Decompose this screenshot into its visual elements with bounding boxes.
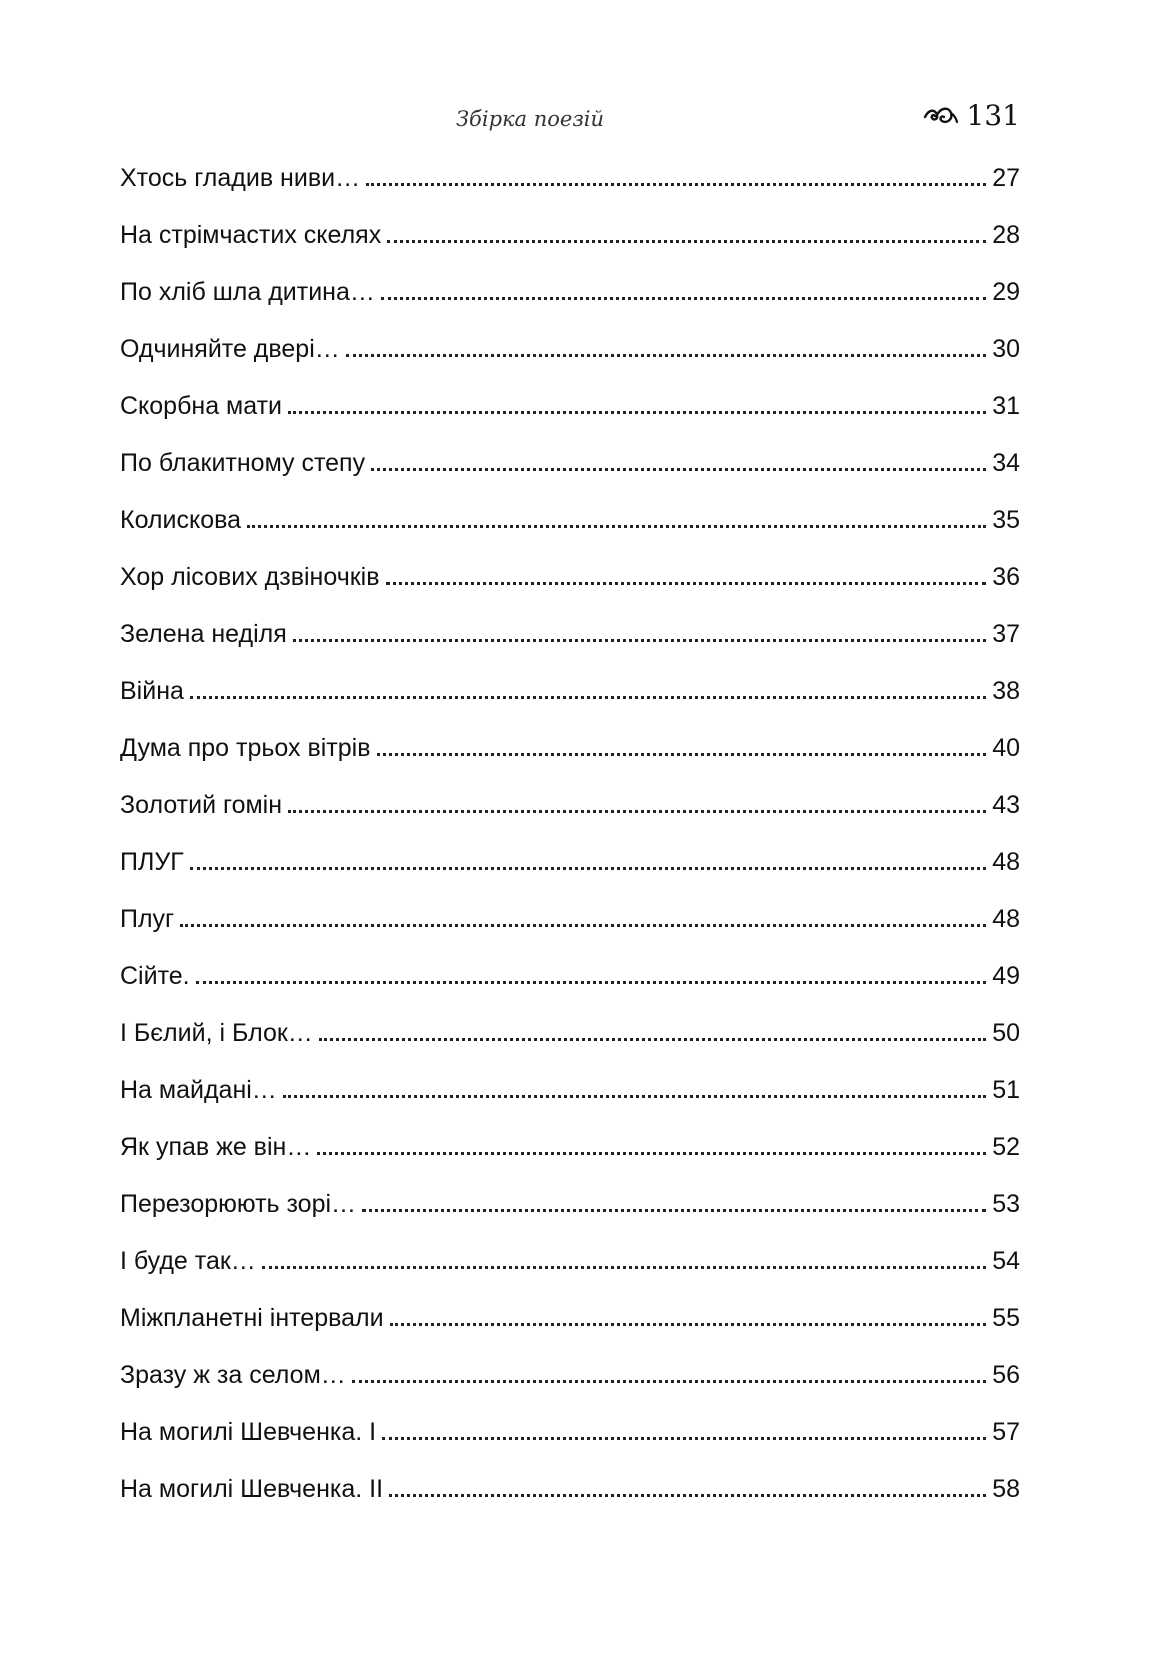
toc-entry — [120, 899, 1020, 956]
toc-dot-leader — [382, 1437, 986, 1440]
toc-entry — [120, 785, 1020, 842]
toc-entry-page: 48 — [992, 905, 1020, 933]
toc-entry-page: 40 — [992, 734, 1020, 762]
toc-entry — [120, 215, 1020, 272]
toc-entry-page: 28 — [992, 221, 1020, 249]
toc-dot-leader — [293, 639, 986, 642]
toc-entry — [120, 329, 1020, 386]
toc-entry-title: Скорбна мати — [120, 392, 283, 420]
toc-entry — [120, 158, 1020, 215]
toc-entry-page: 34 — [992, 449, 1020, 477]
toc-dot-leader — [386, 582, 987, 585]
toc-dot-leader — [283, 1095, 986, 1098]
toc-entry — [120, 386, 1020, 443]
running-title: Збірка поезій — [455, 107, 605, 131]
toc-entry — [120, 1070, 1020, 1127]
toc-entry-title: Дума про трьох вітрів — [120, 734, 371, 762]
toc-entry-title: І Бєлий, і Блок… — [120, 1019, 313, 1047]
toc-entry-page: 53 — [992, 1190, 1020, 1218]
toc-entry — [120, 1013, 1020, 1070]
toc-entry-page: 37 — [992, 620, 1020, 648]
toc-entry — [120, 443, 1020, 500]
toc-entry-page: 52 — [992, 1133, 1020, 1161]
table-of-contents — [120, 158, 1020, 1526]
toc-entry — [120, 557, 1020, 614]
toc-entry-page: 31 — [992, 392, 1020, 420]
page-number-group — [923, 99, 1020, 132]
toc-dot-leader — [317, 1152, 986, 1155]
toc-dot-leader — [190, 867, 986, 870]
toc-entry-title: Хтось гладив ниви… — [120, 164, 361, 192]
toc-entry-title: Зелена неділя — [120, 620, 287, 648]
toc-entry-title: Плуг — [120, 905, 175, 933]
toc-entry-page: 48 — [992, 848, 1020, 876]
toc-entry — [120, 1184, 1020, 1241]
toc-dot-leader — [352, 1380, 986, 1383]
toc-entry — [120, 671, 1020, 728]
toc-entry-page: 58 — [992, 1475, 1020, 1503]
toc-entry-title: На могилі Шевченка. ІІ — [120, 1475, 384, 1503]
toc-entry — [120, 1298, 1020, 1355]
toc-entry-page: 30 — [992, 335, 1020, 363]
toc-entry — [120, 1355, 1020, 1412]
toc-dot-leader — [190, 696, 986, 699]
toc-dot-leader — [362, 1209, 986, 1212]
toc-entry-title: Перезорюють зорі… — [120, 1190, 357, 1218]
toc-entry-title: По блакитному степу — [120, 449, 366, 477]
toc-dot-leader — [387, 240, 986, 243]
toc-dot-leader — [346, 354, 986, 357]
toc-entry-page: 56 — [992, 1361, 1020, 1389]
toc-entry — [120, 500, 1020, 557]
toc-dot-leader — [381, 297, 986, 300]
toc-dot-leader — [288, 810, 986, 813]
toc-entry — [120, 1469, 1020, 1526]
toc-entry-title: Сійте. — [120, 962, 190, 990]
toc-entry-page: 38 — [992, 677, 1020, 705]
toc-dot-leader — [371, 468, 986, 471]
toc-entry-page: 51 — [992, 1076, 1020, 1104]
toc-entry-title: На майдані… — [120, 1076, 277, 1104]
toc-entry-title: Колискова — [120, 506, 241, 534]
toc-dot-leader — [390, 1323, 987, 1326]
toc-entry-title: Міжпланетні інтервали — [120, 1304, 384, 1332]
toc-entry-page: 57 — [992, 1418, 1020, 1446]
toc-entry-page: 49 — [992, 962, 1020, 990]
toc-entry-page: 35 — [992, 506, 1020, 534]
toc-entry-title: ПЛУГ — [120, 848, 184, 876]
toc-entry-page: 29 — [992, 278, 1020, 306]
toc-entry — [120, 842, 1020, 899]
toc-entry — [120, 1412, 1020, 1469]
toc-entry-title: На могилі Шевченка. І — [120, 1418, 377, 1446]
toc-entry-title: Хор лісових дзвіночків — [120, 563, 380, 591]
toc-entry — [120, 1127, 1020, 1184]
toc-entry-title: По хліб шла дитина… — [120, 278, 375, 306]
page-number: 131 — [966, 99, 1020, 132]
toc-dot-leader — [389, 1494, 986, 1497]
toc-entry-title: Золотий гомін — [120, 791, 283, 819]
toc-dot-leader — [377, 753, 987, 756]
toc-dot-leader — [288, 411, 986, 414]
toc-entry-title: Як упав же він… — [120, 1133, 312, 1161]
toc-entry — [120, 272, 1020, 329]
toc-dot-leader — [366, 183, 986, 186]
toc-entry-title: На стрімчастих скелях — [120, 221, 382, 249]
toc-entry-title: Одчиняйте двері… — [120, 335, 340, 363]
toc-entry-page: 36 — [992, 563, 1020, 591]
fleuron-icon — [923, 105, 959, 127]
toc-dot-leader — [180, 924, 986, 927]
toc-entry-page: 43 — [992, 791, 1020, 819]
toc-entry-title: Війна — [120, 677, 184, 705]
toc-entry — [120, 956, 1020, 1013]
toc-entry — [120, 614, 1020, 671]
page-header — [120, 95, 1020, 145]
toc-entry-page: 27 — [992, 164, 1020, 192]
toc-entry-page: 55 — [992, 1304, 1020, 1332]
toc-dot-leader — [319, 1038, 986, 1041]
toc-entry-page: 50 — [992, 1019, 1020, 1047]
toc-dot-leader — [196, 981, 987, 984]
toc-dot-leader — [262, 1266, 986, 1269]
toc-entry-page: 54 — [992, 1247, 1020, 1275]
toc-dot-leader — [247, 525, 986, 528]
toc-entry-title: Зразу ж за селом… — [120, 1361, 346, 1389]
toc-entry-title: І буде так… — [120, 1247, 256, 1275]
toc-entry — [120, 728, 1020, 785]
toc-entry — [120, 1241, 1020, 1298]
